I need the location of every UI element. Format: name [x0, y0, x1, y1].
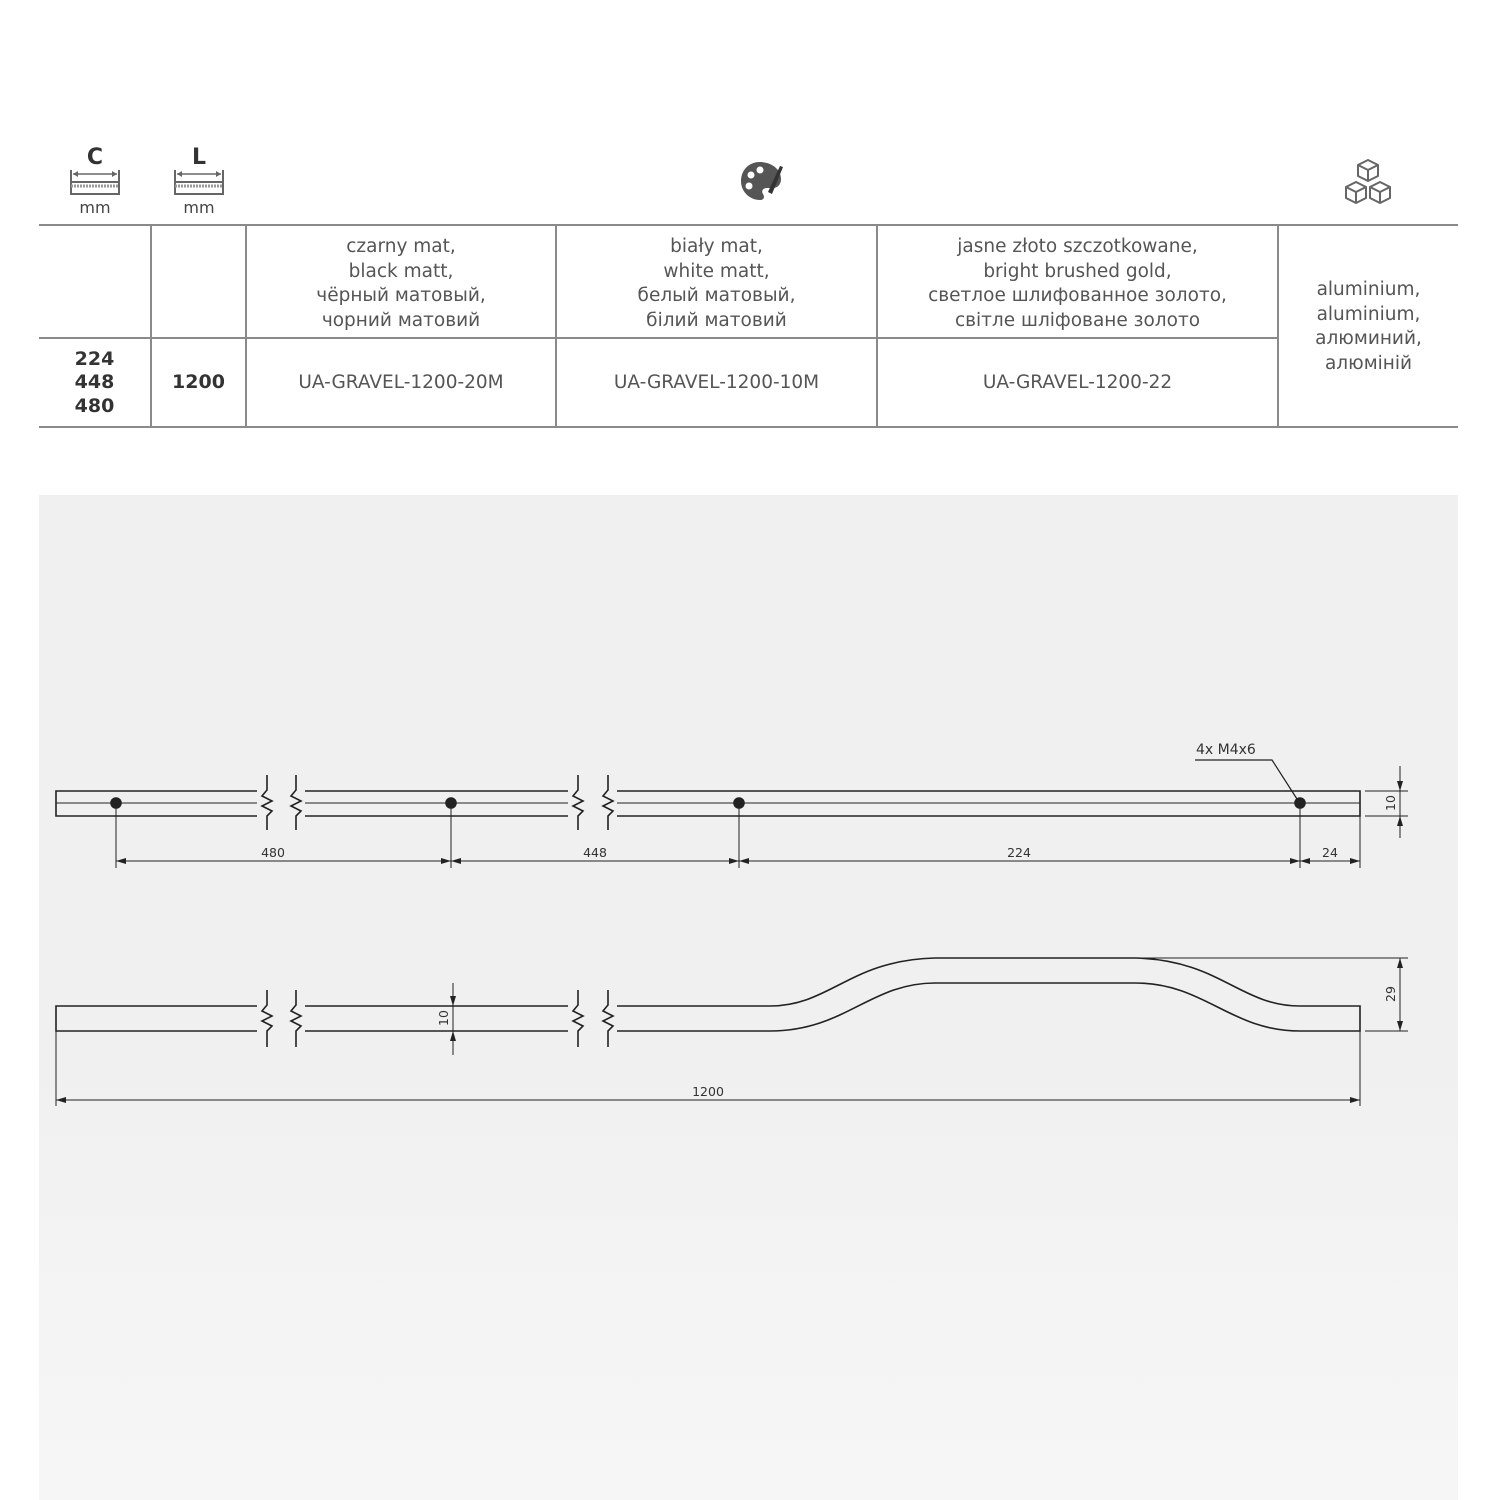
dim-480: 480	[261, 845, 285, 860]
l-value: 1200	[172, 371, 225, 394]
color-black-matt: czarny mat, black matt, чёрный матовый, чорний матовий	[316, 236, 486, 331]
dim-29: 29	[1383, 986, 1398, 1002]
l-column-letter: L	[191, 145, 207, 170]
dimension-lines-top	[116, 766, 1400, 861]
side-view-profile	[56, 958, 1360, 1047]
hole-leader	[1195, 760, 1297, 799]
dimension-lines-side	[56, 958, 1408, 1106]
arrowheads-top	[116, 781, 1403, 864]
dim-448: 448	[583, 845, 607, 860]
c-values: 224 448 480	[74, 347, 115, 417]
code-brushed-gold: UA-GRAVEL-1200-22	[982, 371, 1173, 393]
c-column-letter: C	[86, 145, 104, 170]
dim-10-side: 10	[436, 1010, 451, 1026]
code-black-matt: UA-GRAVEL-1200-20M	[298, 371, 504, 393]
c-column-unit: mm	[79, 198, 111, 217]
l-column-unit: mm	[183, 198, 215, 217]
top-view-profile	[56, 775, 1360, 830]
hole-note-label: 4x M4x6	[1196, 742, 1256, 758]
dim-10-top: 10	[1383, 795, 1398, 811]
material-aluminium: aluminium, aluminium, алюминий, алюміній	[1315, 279, 1422, 374]
color-white-matt: biały mat, white matt, белый матовый, білий матовий	[637, 236, 796, 331]
code-white-matt: UA-GRAVEL-1200-10M	[613, 371, 820, 393]
dim-24: 24	[1322, 845, 1338, 860]
dim-224: 224	[1007, 845, 1031, 860]
color-brushed-gold: jasne złoto szczotkowane, bright brushed gold, светлое шлифованное золото, світле шліфоване золото	[928, 236, 1227, 331]
dim-1200: 1200	[692, 1084, 724, 1099]
